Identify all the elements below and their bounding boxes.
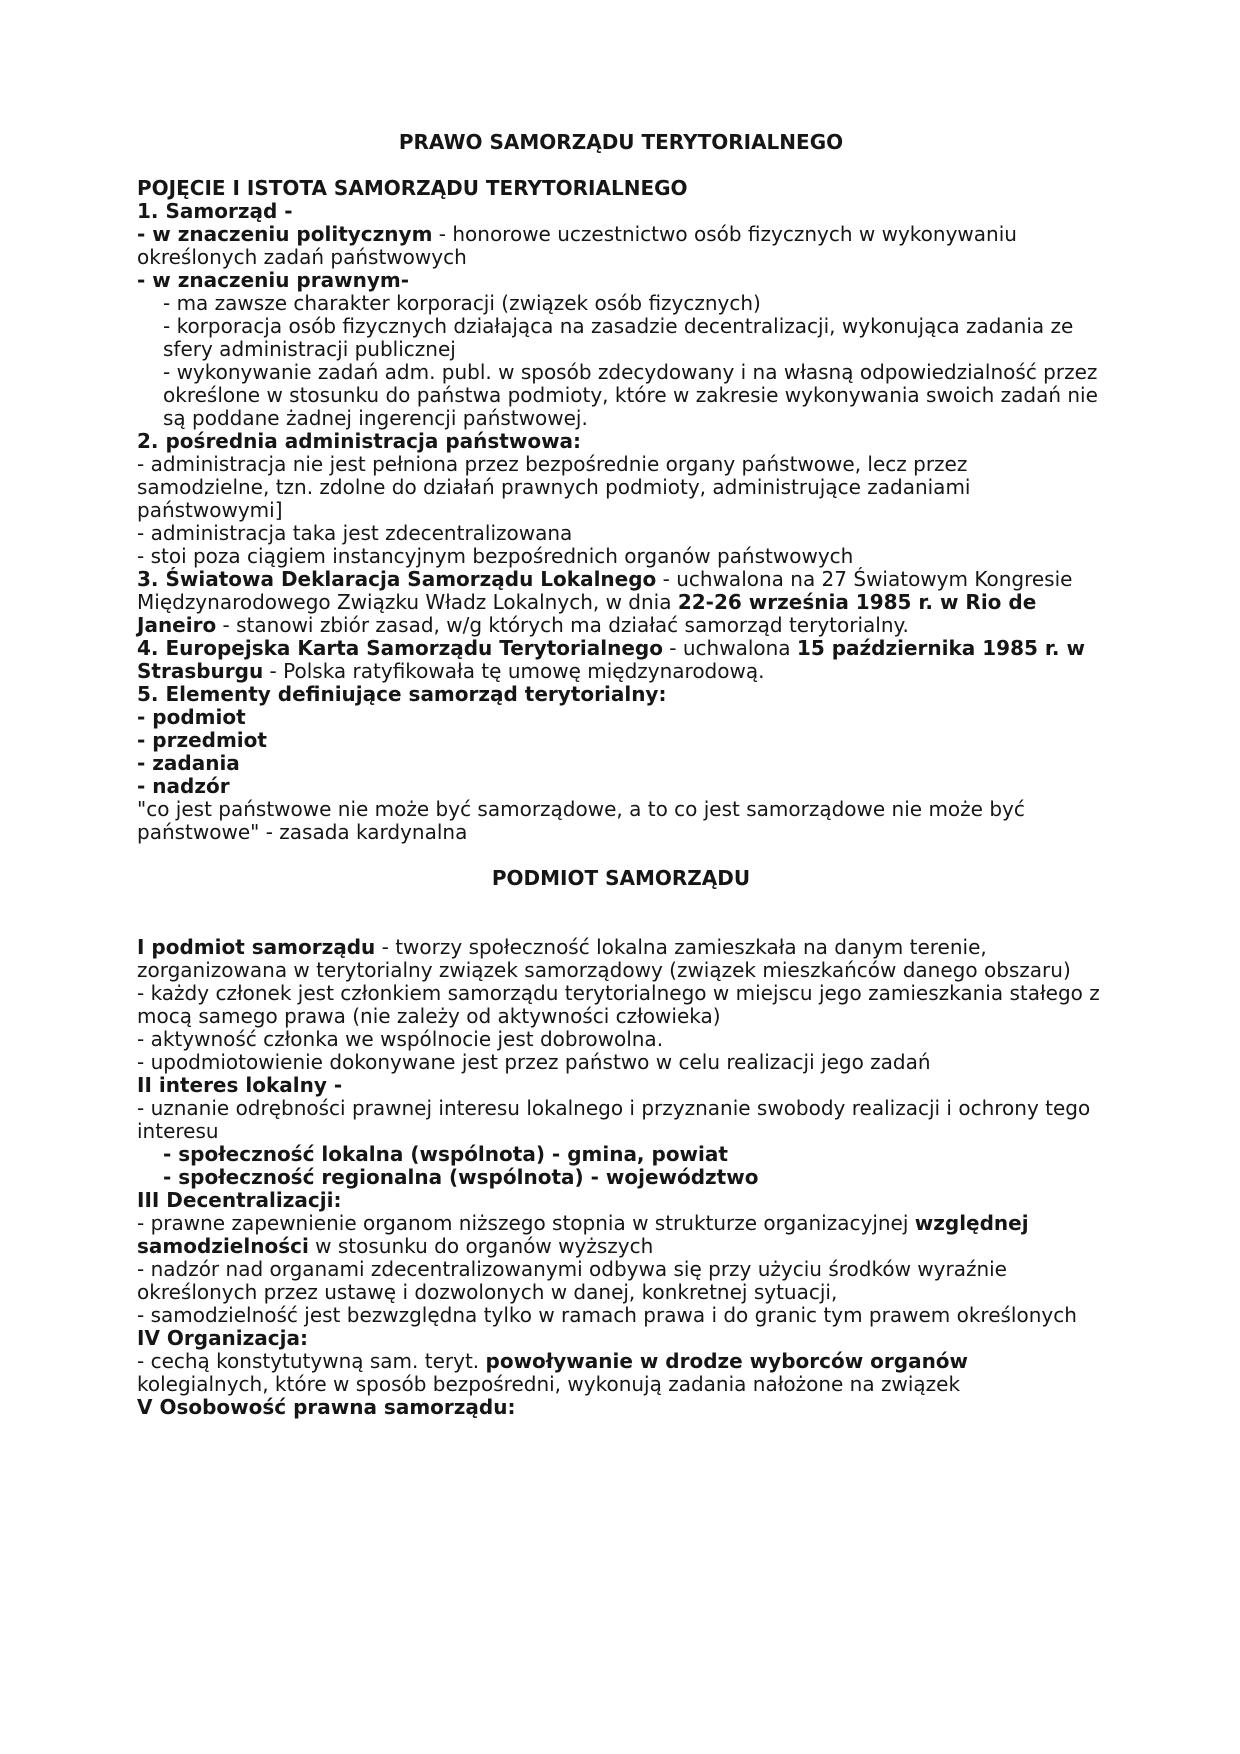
text-segment: "co jest państwowe nie może być samorządowe, a to co jest samorządowe nie może być państwowe" - zasada kardynalna [137, 797, 1025, 844]
bold-text-segment: 2. pośrednia administracja państwowa: [137, 429, 582, 453]
paragraph [137, 1396, 1105, 1419]
paragraph [137, 545, 1105, 568]
paragraph [137, 936, 1105, 982]
paragraph [137, 568, 1105, 637]
text-segment: - administracja taka jest zdecentralizowana [137, 521, 573, 545]
text-segment: - upodmiotowienie dokonywane jest przez państwo w celu realizacji jego zadań [137, 1050, 931, 1074]
bold-text-segment: III Decentralizacji: [137, 1188, 342, 1212]
text-segment: - stanowi zbiór zasad, w/g których ma działać samorząd terytorialny. [216, 613, 909, 637]
bold-text-segment: IV Organizacja: [137, 1326, 308, 1350]
text-segment: - Polska ratyfikowała tę umowę międzynarodową. [263, 659, 765, 683]
blank-line [137, 844, 1105, 867]
paragraph [137, 683, 1105, 706]
paragraph [137, 1189, 1105, 1212]
text-segment: - uznanie odrębności prawnej interesu lokalnego i przyznanie swobody realizacji i ochrony tego interesu [137, 1096, 1091, 1143]
text-segment: kolegialnych, które w sposób bezpośredni, wykonują zadania nałożone na związek [137, 1372, 961, 1396]
blank-line [137, 890, 1105, 913]
paragraph [137, 315, 1105, 361]
text-segment: - korporacja osób fizycznych działająca na zasadzie decentralizacji, wykonująca zadania ze sfery administracji publicznej [163, 314, 1074, 361]
paragraph [137, 177, 1105, 200]
bold-text-segment: 4. Europejska Karta Samorządu Terytorialnego [137, 636, 663, 660]
paragraph [137, 522, 1105, 545]
document-content [137, 131, 1105, 1419]
bold-text-segment: - społeczność lokalna (wspólnota) - gmina, powiat [163, 1142, 728, 1166]
bold-text-segment: 3. Światowa Deklaracja Samorządu Lokalnego [137, 567, 657, 591]
bold-text-segment: PRAWO SAMORZĄDU TERYTORIALNEGO [398, 130, 844, 154]
paragraph [137, 1166, 1105, 1189]
paragraph [137, 1143, 1105, 1166]
paragraph [137, 982, 1105, 1028]
bold-text-segment: - społeczność regionalna (wspólnota) - województwo [163, 1165, 759, 1189]
paragraph [137, 1304, 1105, 1327]
text-segment: - aktywność członka we wspólnocie jest dobrowolna. [137, 1027, 664, 1051]
text-segment: - uchwalona na 27 Światowym Kongresie Międzynarodowego Związku Władz Lokalnych, w dnia [137, 567, 1073, 614]
paragraph [137, 361, 1105, 430]
text-segment: - ma zawsze charakter korporacji (związek osób fizycznych) [163, 291, 761, 315]
paragraph [137, 1350, 1105, 1396]
bold-text-segment: - zadania [137, 751, 240, 775]
paragraph [137, 1327, 1105, 1350]
text-segment: - cechą konstytutywną sam. teryt. [137, 1349, 486, 1373]
paragraph [137, 706, 1105, 729]
blank-line [137, 913, 1105, 936]
paragraph [137, 637, 1105, 683]
paragraph [137, 729, 1105, 752]
bold-text-segment: PODMIOT SAMORZĄDU [491, 866, 751, 890]
bold-text-segment: II interes lokalny - [137, 1073, 343, 1097]
paragraph [137, 1074, 1105, 1097]
text-segment: - każdy członek jest członkiem samorządu terytorialnego w miejscu jego zamieszkania stałego z mocą samego prawa (nie zależy od aktywności człowieka) [137, 981, 1100, 1028]
bold-text-segment: 15 października 1985 r. w Strasburgu [137, 636, 1085, 683]
text-segment: - nadzór nad organami zdecentralizowanymi odbywa się przy użyciu środków wyraźnie określonych przez ustawę i dozwolonych w danej, konkretnej sytuacji, [137, 1257, 1007, 1304]
bold-text-segment: - w znaczeniu politycznym [137, 222, 433, 246]
paragraph [137, 1258, 1105, 1304]
bold-text-segment: - w znaczeniu prawnym- [137, 268, 410, 292]
bold-text-segment: względnej samodzielności [137, 1211, 1029, 1258]
paragraph [137, 200, 1105, 223]
bold-text-segment: powoływanie w drodze wyborców organów [485, 1349, 969, 1373]
paragraph [137, 453, 1105, 522]
bold-text-segment: 22-26 września 1985 r. w Rio de Janeiro [137, 590, 1037, 637]
text-segment: - administracja nie jest pełniona przez bezpośrednie organy państwowe, lecz przez samodzielne, tzn. zdolne do działań prawnych podmioty, administrujące zadaniami państwowymi] [137, 452, 971, 522]
bold-text-segment: 5. Elementy definiujące samorząd terytorialny: [137, 682, 667, 706]
paragraph [137, 223, 1105, 269]
document-title [137, 131, 1105, 154]
text-segment: - samodzielność jest bezwzględna tylko w ramach prawa i do granic tym prawem określonych [137, 1303, 1077, 1327]
paragraph [137, 292, 1105, 315]
bold-text-segment: POJĘCIE I ISTOTA SAMORZĄDU TERYTORIALNEGO [137, 176, 688, 200]
bold-text-segment: 1. Samorząd - [137, 199, 293, 223]
paragraph [137, 269, 1105, 292]
text-segment: - stoi poza ciągiem instancyjnym bezpośrednich organów państwowych [137, 544, 854, 568]
text-segment: - tworzy społeczność lokalna zamieszkała na danym terenie, zorganizowana w terytorialny związek samorządowy (związek mieszkańców danego obszaru) [137, 935, 1071, 982]
paragraph [137, 1097, 1105, 1143]
blank-line [137, 154, 1105, 177]
paragraph [137, 1212, 1105, 1258]
bold-text-segment: I podmiot samorządu [137, 935, 376, 959]
bold-text-segment: - przedmiot [137, 728, 267, 752]
paragraph [137, 752, 1105, 775]
text-segment: - wykonywanie zadań adm. publ. w sposób zdecydowany i na własną odpowiedzialność przez określone w stosunku do państwa podmioty, które w zakresie wykonywania swoich zadań nie są poddane żadnej ingerencji państwowej. [163, 360, 1098, 430]
text-segment: w stosunku do organów wyższych [308, 1234, 654, 1258]
paragraph [137, 775, 1105, 798]
text-segment: - uchwalona [662, 636, 797, 660]
paragraph [137, 1028, 1105, 1051]
paragraph [137, 430, 1105, 453]
bold-text-segment: V Osobowość prawna samorządu: [137, 1395, 516, 1419]
bold-text-segment: - podmiot [137, 705, 246, 729]
paragraph [137, 1051, 1105, 1074]
section-heading [137, 867, 1105, 890]
bold-text-segment: - nadzór [137, 774, 230, 798]
paragraph [137, 798, 1105, 844]
text-segment: - prawne zapewnienie organom niższego stopnia w strukturze organizacyjnej [137, 1211, 915, 1235]
text-segment: - honorowe uczestnictwo osób fizycznych w wykonywaniu określonych zadań państwowych [137, 222, 1017, 269]
